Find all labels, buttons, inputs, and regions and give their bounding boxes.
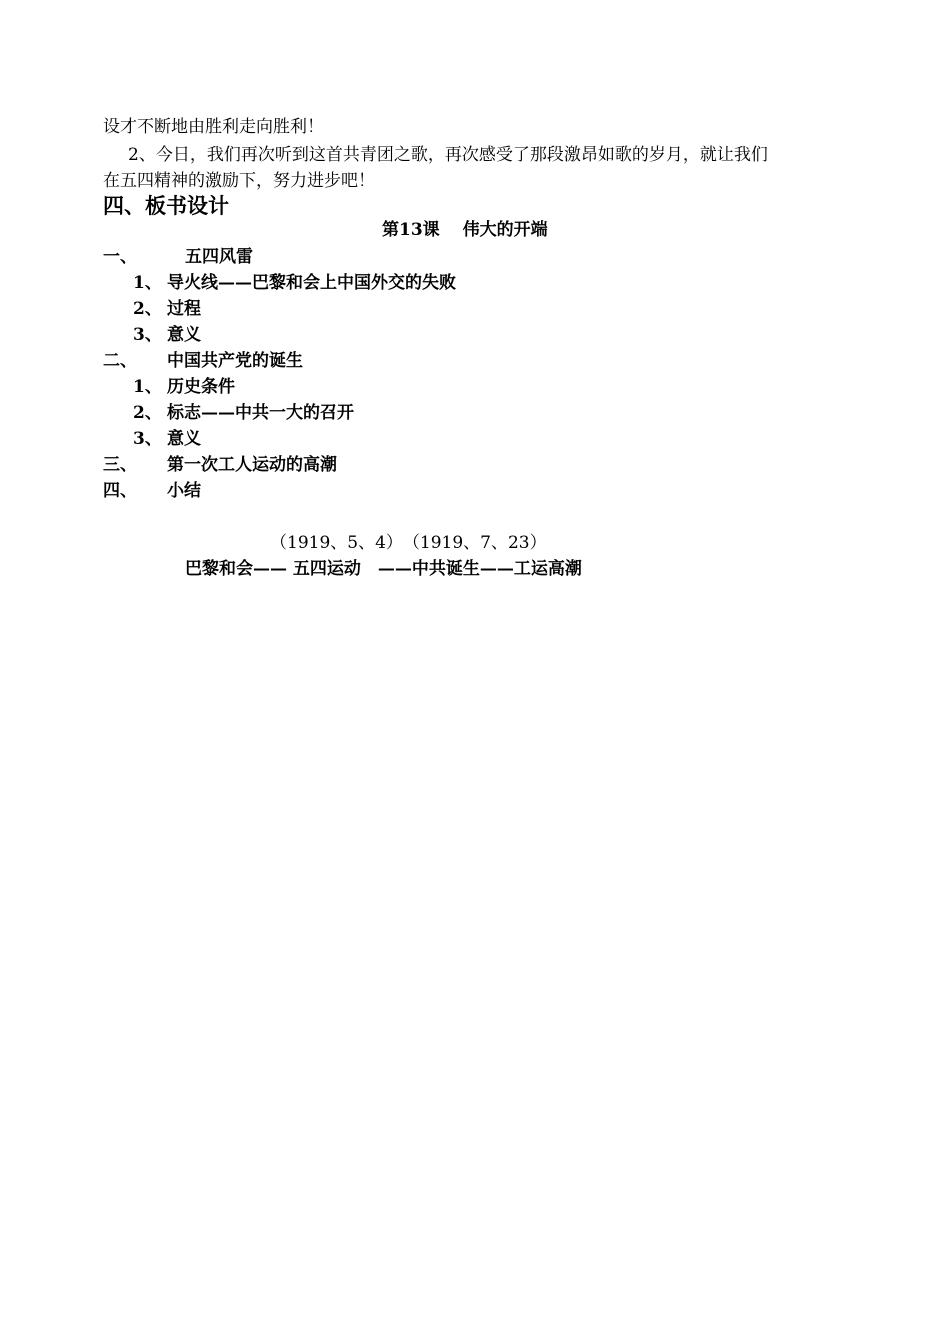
- outline-title: 历史条件: [167, 377, 235, 397]
- outline-title: 意义: [167, 325, 201, 345]
- summary-flow: 巴黎和会—— 五四运动 ——中共诞生——工运高潮: [185, 559, 582, 579]
- outline-number: 四、: [103, 481, 137, 501]
- outline-title: 第一次工人运动的高潮: [167, 455, 337, 475]
- outline-number: 2、: [133, 299, 162, 319]
- outline-title: 导火线——巴黎和会上中国外交的失败: [167, 273, 456, 293]
- paragraph-line-3: 在五四精神的激励下，努力进步吧！: [103, 171, 375, 191]
- outline-number: 3、: [133, 325, 162, 345]
- outline-number: 一、: [103, 247, 137, 267]
- outline-title: 过程: [167, 299, 201, 319]
- outline-number: 1、: [133, 377, 162, 397]
- outline-title: 五四风雷: [185, 247, 253, 267]
- outline-number: 1、: [133, 273, 162, 293]
- paragraph-line-2: 2、今日，我们再次听到这首共青团之歌，再次感受了那段激昂如歌的岁月，就让我们: [128, 145, 768, 165]
- lesson-title: 第13课 伟大的开端: [382, 220, 548, 240]
- outline-number: 二、: [103, 351, 137, 371]
- summary-dates: （1919、5、4） （1919、7、23）: [270, 533, 547, 553]
- outline-number: 2、: [133, 403, 162, 423]
- paragraph-line-1: 设才不断地由胜利走向胜利！: [103, 117, 324, 137]
- outline-number: 三、: [103, 455, 137, 475]
- outline-title: 标志——中共一大的召开: [167, 403, 354, 423]
- outline-title: 小结: [167, 481, 201, 501]
- outline-title: 中国共产党的诞生: [167, 351, 303, 371]
- section-heading: 四、板书设计: [103, 193, 229, 218]
- outline-number: 3、: [133, 429, 162, 449]
- outline-title: 意义: [167, 429, 201, 449]
